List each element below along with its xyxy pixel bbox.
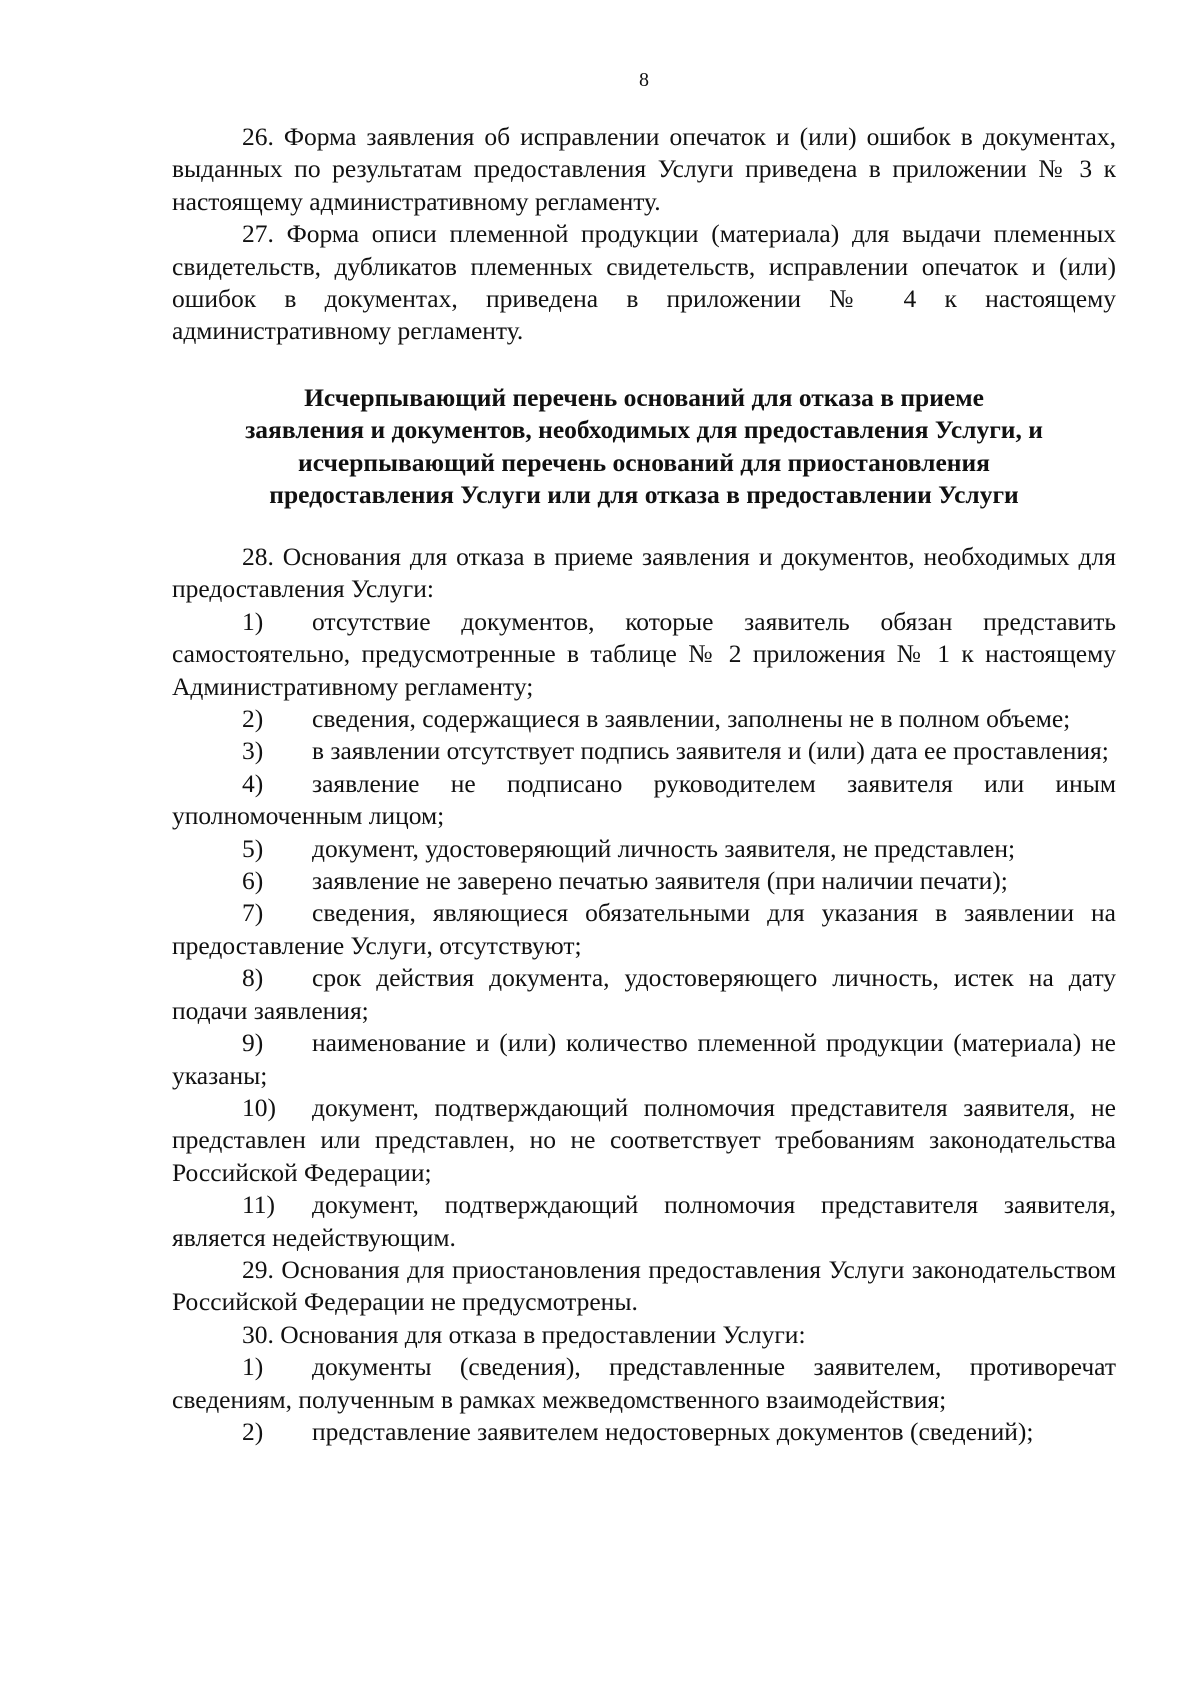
heading-line: предоставления Услуги или для отказа в предоставлении Услуги	[269, 480, 1019, 510]
top-paragraphs	[172, 121, 1116, 348]
list-item	[172, 735, 1116, 767]
paragraph-28: 28. Основания для отказа в приеме заявления и документов, необходимых для предоставления Услуги:	[172, 542, 1116, 604]
list-item-text: документ, подтверждающий полномочия представителя заявителя, является недействующим.	[172, 1190, 1116, 1252]
paragraph-29: 29. Основания для приостановления предоставления Услуги законодательством Российской Федерации не предусмотрены.	[172, 1254, 1116, 1317]
list-item-number: 11)	[242, 1190, 276, 1220]
list-item	[172, 768, 1116, 833]
list-item-number: 8)	[242, 963, 264, 993]
list-item-text: наименование и (или) количество племенной продукции (материала) не указаны;	[172, 1028, 1116, 1090]
list-item	[172, 1416, 1116, 1448]
list-item	[172, 962, 1116, 1027]
list-item	[172, 1189, 1116, 1254]
list-item-text: заявление не заверено печатью заявителя (при наличии печати);	[312, 866, 1008, 896]
list-item-number: 9)	[242, 1028, 264, 1058]
list-item-number: 2)	[242, 1416, 264, 1446]
list-item-text: сведения, являющиеся обязательными для указания в заявлении на предоставление Услуги, отсутствуют;	[172, 898, 1116, 960]
list-item-number: 10)	[242, 1092, 276, 1122]
list-item	[172, 833, 1116, 865]
list-item-text: сведения, содержащиеся в заявлении, заполнены не в полном объеме;	[312, 704, 1071, 734]
section-heading	[172, 382, 1116, 512]
list-item-text: документы (сведения), представленные заявителем, противоречат сведениям, полученным в рамках межведомственного взаимодействия;	[172, 1352, 1116, 1414]
list-item-text: заявление не подписано руководителем заявителя или иным уполномоченным лицом;	[172, 768, 1116, 831]
main-content	[172, 541, 1116, 1448]
list-item	[172, 606, 1116, 703]
paragraph-26: 26. Форма заявления об исправлении опечаток и (или) ошибок в документах, выданных по результатам предоставления Услуги приведена в приложении № 3 к настоящему административному регламенту.	[172, 122, 1116, 216]
list-item-number: 4)	[242, 768, 264, 798]
list-item-text: документ, подтверждающий полномочия представителя заявителя, не представлен или представлен, но не соответствует требованиям законодательства Российской Федерации;	[172, 1092, 1116, 1187]
list-item-text: представление заявителем недостоверных документов (сведений);	[312, 1416, 1034, 1446]
list-item-number: 6)	[242, 866, 264, 896]
list-item	[172, 703, 1116, 735]
list-item-number: 3)	[242, 736, 264, 766]
list-item-number: 1)	[242, 1352, 264, 1382]
list-item	[172, 897, 1116, 962]
list-item-text: отсутствие документов, которые заявитель обязан представить самостоятельно, предусмотренные в таблице № 2 приложения № 1 к настоящему Административному регламенту;	[172, 606, 1116, 701]
list-item-text: срок действия документа, удостоверяющего личность, истек на дату подачи заявления;	[172, 963, 1116, 1025]
list-item	[172, 1351, 1116, 1416]
paragraph-27: 27. Форма описи племенной продукции (материала) для выдачи племенных свидетельств, дубликатов племенных свидетельств, исправлении опечаток и (или) ошибок в документах, приведена в приложении № 4 к настоящему административному регламенту.	[172, 219, 1116, 346]
list-item	[172, 1092, 1116, 1189]
list-item-number: 1)	[242, 606, 264, 636]
page-number: 8	[639, 69, 649, 91]
heading-line: Исчерпывающий перечень оснований для отказа в приеме	[304, 383, 984, 412]
list-item-text: в заявлении отсутствует подпись заявителя и (или) дата ее проставления;	[312, 736, 1109, 766]
heading-line: заявления и документов, необходимых для предоставления Услуги, и	[245, 415, 1043, 445]
list-item	[172, 1027, 1116, 1092]
list-item-number: 7)	[242, 898, 264, 928]
list-item-number: 2)	[242, 704, 264, 734]
list-item-number: 5)	[242, 833, 264, 863]
list-item-text: документ, удостоверяющий личность заявителя, не представлен;	[312, 833, 1016, 863]
heading-line: исчерпывающий перечень оснований для приостановления	[298, 447, 990, 477]
paragraph-30: 30. Основания для отказа в предоставлении Услуги:	[242, 1319, 806, 1349]
list-item	[172, 865, 1116, 897]
